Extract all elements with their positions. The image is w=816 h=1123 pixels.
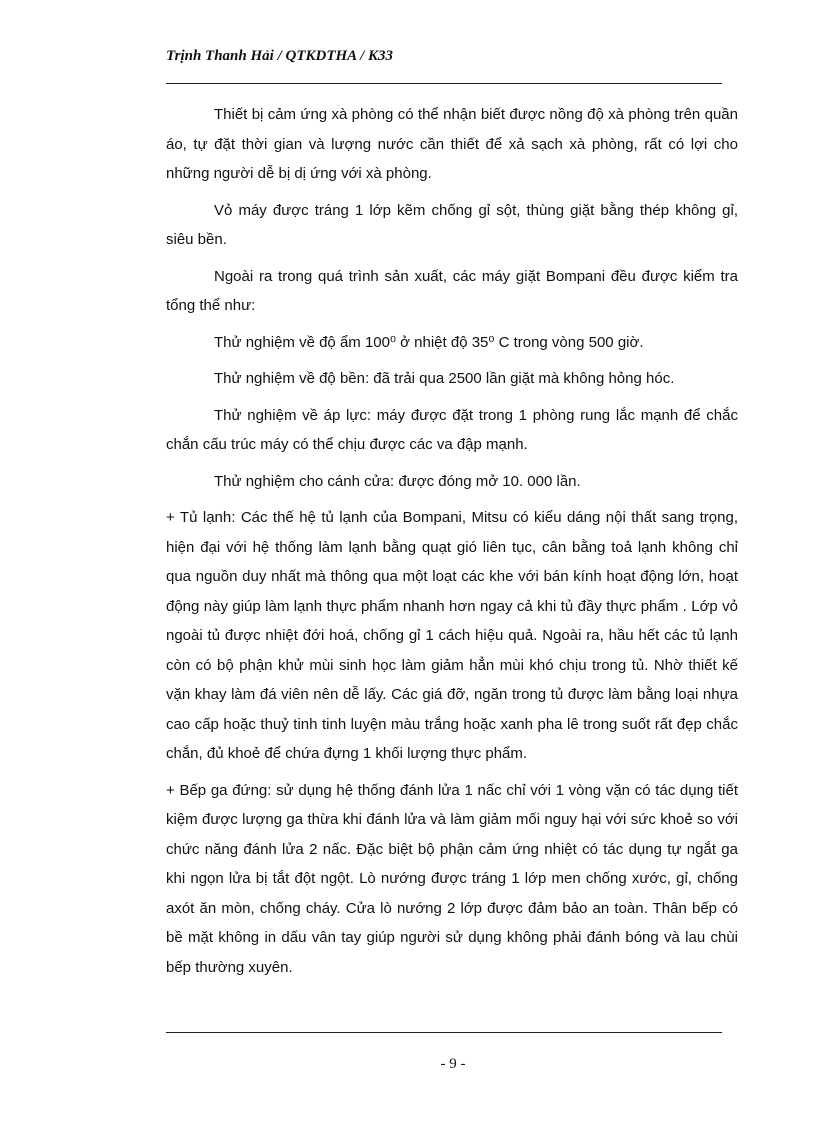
paragraph: Ngoài ra trong quá trình sản xuất, các máy giặt Bompani đều được kiểm tra tổng thể như: (166, 267, 738, 314)
header-rule (166, 83, 722, 84)
footer-rule (166, 1032, 722, 1033)
page-number: - 9 - (440, 1056, 466, 1072)
paragraph: Vỏ máy được tráng 1 lớp kẽm chống gỉ sột, thùng giặt bằng thép không gỉ, siêu bền. (166, 201, 738, 248)
paragraph: + Bếp ga đứng: sử dụng hệ thống đánh lửa 1 nấc chỉ với 1 vòng vặn có tác dụng tiết kiệm được lượng ga thừa khi đánh lửa và làm giảm mối nguy hại với sức khoẻ so với chức năng đánh lửa 2 nấc. Đặc biệt bộ phận cảm ứng nhiệt có tác dụng tự ngắt ga khi ngọn lửa bị tắt đột ngột. Lò nướng được tráng 1 lớp men chống xước, gỉ, chống axót ăn mòn, chống cháy. Cửa lò nướng 2 lớp được đảm bảo an toàn. Thân bếp có bề mặt không in dấu vân tay giúp người sử dụng không phải đánh bóng và lau chùi bếp thường xuyên. (166, 781, 738, 976)
paragraph: Thử nghiệm về độ ẩm 100⁰ ở nhiệt độ 35⁰ C trong vòng 500 giờ. (214, 333, 644, 351)
paragraph: Thiết bị cảm ứng xà phòng có thể nhận biết được nồng độ xà phòng trên quần áo, tự đặt thời gian và lượng nước cần thiết để xả sạch xà phòng, rất có lợi cho những người dễ bị dị ứng với xà phòng. (166, 106, 738, 182)
page-footer (0, 1056, 816, 1073)
paragraph: Thử nghiệm về áp lực: máy được đặt trong 1 phòng rung lắc mạnh để chắc chắn cấu trúc máy có thể chịu được các va đập mạnh. (166, 406, 738, 453)
document-body (166, 100, 738, 989)
running-header: Trịnh Thanh Hải / QTKDTHA / K33 (166, 48, 393, 64)
paragraph: Thử nghiệm cho cánh cửa: được đóng mở 10. 000 lần. (214, 472, 581, 490)
paragraph: + Tủ lạnh: Các thế hệ tủ lạnh của Bompani, Mitsu có kiểu dáng nội thất sang trọng, hiện đại với hệ thống làm lạnh bằng quạt gió liên tục, cân bằng toả lạnh không chỉ qua nguồn duy nhất mà thông qua một loạt các khe với bán kính hoạt động lớn, hoạt động này giúp làm lạnh thực phẩm nhanh hơn ngay cả khi tủ đầy thực phẩm . Lớp vỏ ngoài tủ được nhiệt đới hoá, chống gỉ 1 cách hiệu quả. Ngoài ra, hầu hết các tủ lạnh còn có bộ phận khử mùi sinh học làm giảm hẳn mùi khó chịu trong tủ. Nhờ thiết kế vặn khay làm đá viên nên dễ lấy. Các giá đỡ, ngăn trong tủ được làm bằng loại nhựa cao cấp hoặc thuỷ tinh tinh luyện màu trắng hoặc xanh pha lê trong suốt rất đẹp chắc chắn, đủ khoẻ để chứa đựng 1 khối lượng thực phẩm. (166, 509, 738, 762)
paragraph: Thử nghiệm về độ bền: đã trải qua 2500 lần giặt mà không hỏng hóc. (214, 370, 675, 387)
